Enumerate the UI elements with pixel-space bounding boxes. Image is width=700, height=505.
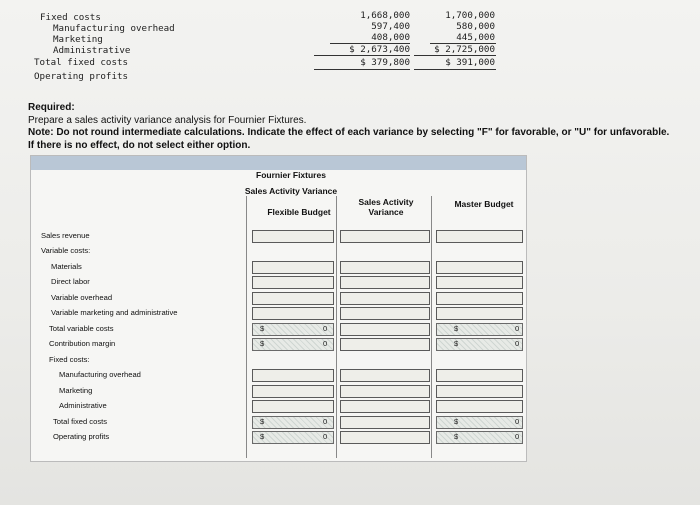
required-heading: Required: bbox=[28, 102, 75, 113]
variance-input[interactable] bbox=[340, 338, 430, 351]
statement-label-administrative: Administrative bbox=[53, 45, 131, 56]
statement-underline-master-c bbox=[414, 69, 496, 70]
statement-label-total-fixed: Total fixed costs bbox=[34, 57, 129, 68]
flexible-budget-input[interactable] bbox=[252, 276, 334, 289]
computed-value: 0 bbox=[323, 324, 328, 333]
flexible-budget-input[interactable] bbox=[252, 292, 334, 305]
statement-value-master-5: $ 391,000 bbox=[445, 57, 495, 68]
computed-value: 0 bbox=[323, 339, 328, 348]
instructions-block bbox=[28, 102, 678, 152]
table-subtitle: Sales Activity Variance bbox=[244, 186, 338, 196]
dollar-sign: $ bbox=[454, 339, 459, 348]
variance-input[interactable] bbox=[340, 385, 430, 398]
flexible-budget-total-cell[interactable] bbox=[252, 416, 334, 429]
table-title: Fournier Fixtures bbox=[256, 170, 326, 180]
variance-input[interactable] bbox=[340, 400, 430, 413]
row-label: Marketing bbox=[59, 386, 93, 395]
statement-label-operating: Operating profits bbox=[34, 71, 129, 82]
dollar-sign: $ bbox=[454, 324, 459, 333]
variance-table bbox=[30, 155, 527, 462]
flexible-budget-input[interactable] bbox=[252, 261, 334, 274]
statement-label-fixed-costs: Fixed costs bbox=[40, 12, 101, 23]
row-label: Total fixed costs bbox=[53, 417, 108, 426]
flexible-budget-total-cell[interactable] bbox=[252, 323, 334, 336]
flexible-budget-total-cell[interactable] bbox=[252, 338, 334, 351]
statement-value-master-2: 580,000 bbox=[456, 21, 495, 32]
computed-value: 0 bbox=[515, 324, 520, 333]
master-budget-input[interactable] bbox=[436, 230, 523, 243]
row-label: Sales revenue bbox=[41, 231, 90, 240]
row-label: Direct labor bbox=[51, 277, 90, 286]
statement-value-flex-2: 597,400 bbox=[371, 21, 410, 32]
row-label: Manufacturing overhead bbox=[59, 370, 141, 379]
column-header-sales-activity-variance: Sales Activity Variance bbox=[358, 197, 414, 217]
dollar-sign: $ bbox=[454, 432, 459, 441]
column-divider-3 bbox=[431, 196, 432, 458]
column-header-flexible-budget: Flexible Budget bbox=[267, 207, 331, 217]
row-label: Variable overhead bbox=[51, 293, 113, 302]
master-budget-input[interactable] bbox=[436, 385, 523, 398]
computed-value: 0 bbox=[515, 339, 520, 348]
master-budget-total-cell[interactable] bbox=[436, 338, 523, 351]
master-budget-input[interactable] bbox=[436, 261, 523, 274]
column-header-master-budget: Master Budget bbox=[454, 199, 514, 209]
row-label: Administrative bbox=[59, 401, 107, 410]
required-line: Prepare a sales activity variance analysis for Fournier Fixtures. bbox=[28, 114, 307, 126]
master-budget-input[interactable] bbox=[436, 292, 523, 305]
flexible-budget-input[interactable] bbox=[252, 230, 334, 243]
statement-value-flex-4: $ 2,673,400 bbox=[349, 44, 410, 55]
statement-label-mfg-overhead: Manufacturing overhead bbox=[53, 23, 175, 34]
statement-label-marketing: Marketing bbox=[53, 34, 103, 45]
variance-input[interactable] bbox=[340, 369, 430, 382]
variance-input[interactable] bbox=[340, 230, 430, 243]
statement-underline-master-b bbox=[414, 55, 496, 56]
computed-value: 0 bbox=[323, 417, 328, 426]
statement-value-master-4: $ 2,725,000 bbox=[434, 44, 495, 55]
row-label: Contribution margin bbox=[49, 339, 116, 348]
statement-value-master-3: 445,000 bbox=[456, 32, 495, 43]
master-budget-input[interactable] bbox=[436, 307, 523, 320]
variance-input[interactable] bbox=[340, 307, 430, 320]
computed-value: 0 bbox=[515, 432, 520, 441]
dollar-sign: $ bbox=[260, 432, 265, 441]
master-budget-total-cell[interactable] bbox=[436, 416, 523, 429]
row-label: Operating profits bbox=[53, 432, 110, 441]
statement-value-flex-3: 408,000 bbox=[371, 32, 410, 43]
master-budget-total-cell[interactable] bbox=[436, 431, 523, 444]
flexible-budget-input[interactable] bbox=[252, 385, 334, 398]
dollar-sign: $ bbox=[260, 324, 265, 333]
column-divider-2 bbox=[336, 196, 337, 458]
variance-input[interactable] bbox=[340, 323, 430, 336]
variance-input[interactable] bbox=[340, 276, 430, 289]
variance-input[interactable] bbox=[340, 431, 430, 444]
row-label: Materials bbox=[51, 262, 82, 271]
row-label: Total variable costs bbox=[49, 324, 114, 333]
row-label: Variable costs: bbox=[41, 246, 91, 255]
master-budget-input[interactable] bbox=[436, 400, 523, 413]
variance-input[interactable] bbox=[340, 292, 430, 305]
statement-value-flex-5: $ 379,800 bbox=[360, 57, 410, 68]
computed-value: 0 bbox=[323, 432, 328, 441]
variance-input[interactable] bbox=[340, 261, 430, 274]
master-budget-total-cell[interactable] bbox=[436, 323, 523, 336]
computed-value: 0 bbox=[515, 417, 520, 426]
flexible-budget-input[interactable] bbox=[252, 400, 334, 413]
table-header-band bbox=[31, 156, 526, 170]
statement-value-flex-1: 1,668,000 bbox=[360, 10, 410, 21]
master-budget-input[interactable] bbox=[436, 369, 523, 382]
statement-underline-flex-c bbox=[314, 69, 410, 70]
flexible-budget-input[interactable] bbox=[252, 307, 334, 320]
statement-underline-flex-b bbox=[314, 55, 410, 56]
required-note: Note: Do not round intermediate calculations. Indicate the effect of each variance by selecting "F" for favorable, or "U" for unfavorable. If there is no effect, do not select either option. bbox=[28, 127, 670, 151]
row-label: Variable marketing and administrative bbox=[51, 308, 178, 317]
variance-input[interactable] bbox=[340, 416, 430, 429]
flexible-budget-input[interactable] bbox=[252, 369, 334, 382]
statement-value-master-1: 1,700,000 bbox=[445, 10, 495, 21]
column-divider-1 bbox=[246, 196, 247, 458]
row-label: Fixed costs: bbox=[49, 355, 90, 364]
dollar-sign: $ bbox=[260, 417, 265, 426]
dollar-sign: $ bbox=[260, 339, 265, 348]
master-budget-input[interactable] bbox=[436, 276, 523, 289]
flexible-budget-total-cell[interactable] bbox=[252, 431, 334, 444]
dollar-sign: $ bbox=[454, 417, 459, 426]
